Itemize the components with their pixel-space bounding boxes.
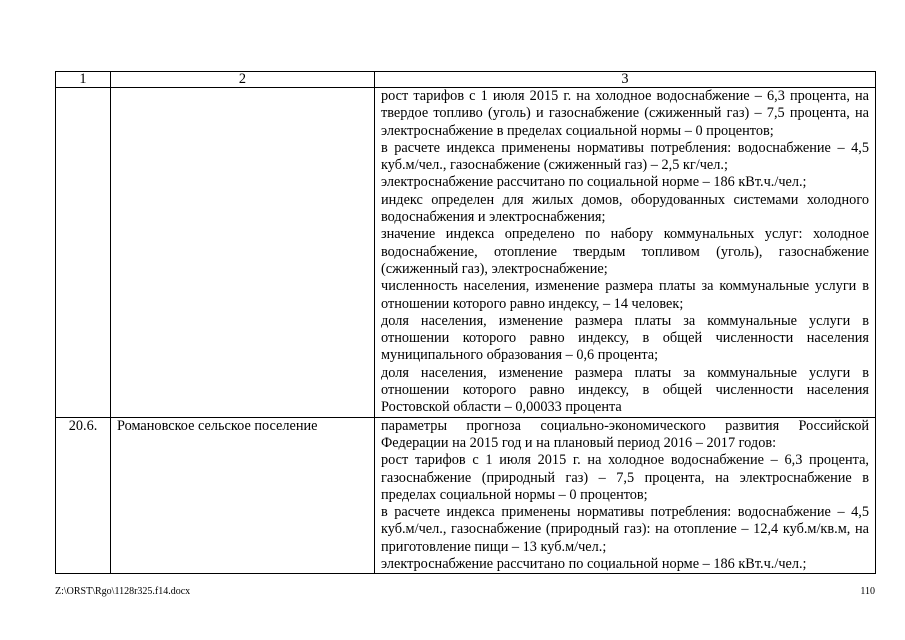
parameters-cell (375, 417, 876, 574)
header-cell-1: 1 (56, 72, 111, 88)
parameter-paragraph: электроснабжение рассчитано по социальной норме – 186 кВт.ч./чел.; (381, 556, 807, 573)
parameter-paragraph: индекс определен для жилых домов, оборудованных системами холодного водоснабжения и электроснабжения; (381, 191, 869, 226)
table-row (56, 88, 876, 418)
table-row (56, 417, 876, 574)
row-number-cell: 20.6. (56, 417, 111, 574)
table-header-row (56, 72, 876, 88)
file-path: Z:\ORST\Rgo\1128r325.f14.docx (55, 586, 191, 597)
parameter-paragraph: доля населения, изменение размера платы за коммунальные услуги в отношении которого равно индексу, в общей численности населения муниципального образования – 0,6 процента; (381, 312, 869, 364)
parameter-paragraph: значение индекса определено по набору коммунальных услуг: холодное водоснабжение, отопление твердым топливом (уголь), газоснабжение (сжиженный газ), электроснабжение; (381, 226, 869, 277)
parameters-cell (375, 88, 876, 418)
parameter-paragraph: рост тарифов с 1 июля 2015 г. на холодное водоснабжение – 6,3 процента, газоснабжение (природный газ) – 7,5 процента, на электроснабжение в пределах социальной нормы – 0 процентов; (381, 452, 869, 503)
settlement-name-cell: Романовское сельское поселение (111, 417, 375, 574)
parameter-paragraph: параметры прогноза социально-экономического развития Российской Федерации на 2015 год и на плановый период 2016 – 2017 годов: (381, 417, 869, 451)
parameter-paragraph: в расчете индекса применены нормативы потребления: водоснабжение – 4,5 куб.м/чел., газоснабжение (сжиженный газ) – 2,5 кг/чел.; (381, 139, 869, 174)
parameter-paragraph: рост тарифов с 1 июля 2015 г. на холодное водоснабжение – 6,3 процента, на твердое топливо (уголь) и газоснабжение (сжиженный газ) – 7,5 процента, на электроснабжение в пределах социальной нормы – 0 процентов; (381, 88, 869, 139)
parameter-paragraph: численность населения, изменение размера платы за коммунальные услуги в отношении которого равно индексу, – 14 человек; (381, 278, 869, 312)
page-number: 110 (860, 586, 875, 597)
header-cell-2: 2 (111, 72, 375, 88)
settlement-name-cell (111, 88, 375, 418)
data-table (55, 71, 876, 574)
row-number-cell (56, 88, 111, 418)
parameter-paragraph: доля населения, изменение размера платы за коммунальные услуги в отношении которого равно индексу, в общей численности населения Ростовской области – 0,00033 процента (381, 364, 869, 416)
parameter-paragraph: электроснабжение рассчитано по социальной норме – 186 кВт.ч./чел.; (381, 174, 807, 191)
header-cell-3: 3 (375, 72, 876, 88)
parameter-paragraph: в расчете индекса применены нормативы потребления: водоснабжение – 4,5 куб.м/чел., газоснабжение (природный газ): на отопление – 12,4 куб.м/кв.м, на приготовление пищи – 13 куб.м/чел.; (381, 504, 869, 555)
